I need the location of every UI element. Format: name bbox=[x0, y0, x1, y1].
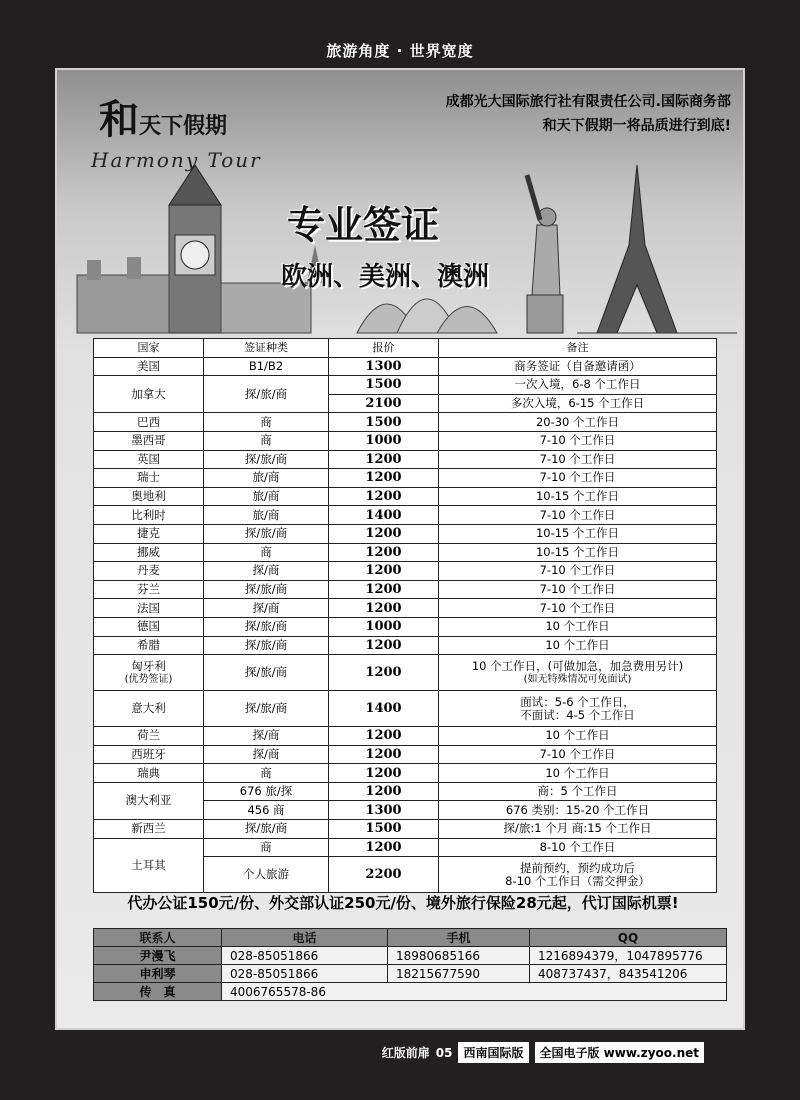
table-row bbox=[94, 543, 717, 562]
price-cell: 2100 bbox=[329, 394, 439, 413]
hero-title: 专业签证 bbox=[287, 203, 440, 247]
table-row bbox=[94, 580, 717, 599]
note-line-2: 不面试：4-5 个工作日 bbox=[520, 707, 635, 722]
country-cell: 土耳其 bbox=[94, 838, 204, 893]
price-cell: 1500 bbox=[329, 413, 439, 432]
table-row bbox=[94, 636, 717, 655]
table-row bbox=[94, 524, 717, 543]
note-line-1: 10 个工作日，(可做加急，加急费用另计) bbox=[471, 658, 684, 673]
note-cell: 10-15 个工作日 bbox=[439, 543, 717, 562]
type-cell: 个人旅游 bbox=[204, 857, 329, 893]
table-row-hungary bbox=[94, 655, 717, 691]
logo-rest: 天下假期 bbox=[139, 113, 228, 139]
type-cell: 探/旅/商 bbox=[204, 524, 329, 543]
table-row-italy bbox=[94, 691, 717, 727]
price-cell: 1500 bbox=[329, 376, 439, 395]
country-subnote: (优势签证) bbox=[124, 673, 173, 685]
country-cell bbox=[94, 655, 204, 691]
contact-mobile: 18980685166 bbox=[388, 947, 530, 965]
type-cell: 探/旅/商 bbox=[204, 450, 329, 469]
table-header-row bbox=[94, 339, 717, 358]
price-cell: 1200 bbox=[329, 562, 439, 581]
logo-main-char: 和 bbox=[99, 96, 139, 143]
type-cell: 探/商 bbox=[204, 745, 329, 764]
note-cell bbox=[439, 655, 717, 691]
note-line-1: 面试：5-6 个工作日， bbox=[520, 694, 635, 709]
country-cell: 新西兰 bbox=[94, 820, 204, 839]
website-badge: 全国电子版 www.zyoo.net bbox=[535, 1042, 705, 1063]
note-cell bbox=[439, 857, 717, 893]
type-cell: 探/旅/商 bbox=[204, 580, 329, 599]
note-cell: 7-10 个工作日 bbox=[439, 599, 717, 618]
note-line-2: (如无特殊情况可免面试) bbox=[523, 673, 632, 685]
note-cell: 7-10 个工作日 bbox=[439, 450, 717, 469]
contact-mobile: 18215677590 bbox=[388, 965, 530, 983]
price-cell: 1300 bbox=[329, 357, 439, 376]
table-row bbox=[94, 376, 717, 395]
type-cell: 探/商 bbox=[204, 727, 329, 746]
contact-header-mobile: 手机 bbox=[388, 929, 530, 947]
contact-fax-row bbox=[94, 983, 727, 1001]
type-cell: 商 bbox=[204, 413, 329, 432]
table-row bbox=[94, 431, 717, 450]
note-cell: 探/旅:1 个月 商:15 个工作日 bbox=[439, 820, 717, 839]
price-cell: 1200 bbox=[329, 782, 439, 801]
type-cell: 旅/商 bbox=[204, 506, 329, 525]
note-cell bbox=[439, 691, 717, 727]
table-row bbox=[94, 764, 717, 783]
country-cell: 瑞士 bbox=[94, 469, 204, 488]
type-cell: 探/旅/商 bbox=[204, 636, 329, 655]
price-cell: 1200 bbox=[329, 655, 439, 691]
contact-name: 尹漫飞 bbox=[94, 947, 222, 965]
fax-number: 4006765578-86 bbox=[222, 983, 727, 1001]
country-cell: 英国 bbox=[94, 450, 204, 469]
table-row bbox=[94, 469, 717, 488]
price-cell: 1000 bbox=[329, 617, 439, 636]
fax-label: 传 真 bbox=[94, 983, 222, 1001]
price-cell: 1200 bbox=[329, 599, 439, 618]
col-header-country: 国家 bbox=[94, 339, 204, 358]
country-cell: 意大利 bbox=[94, 691, 204, 727]
type-cell: B1/B2 bbox=[204, 357, 329, 376]
country-cell: 德国 bbox=[94, 617, 204, 636]
country-cell: 荷兰 bbox=[94, 727, 204, 746]
hero-subtitle: 欧洲、美洲、澳洲 bbox=[281, 262, 490, 292]
table-row bbox=[94, 487, 717, 506]
type-cell: 商 bbox=[204, 838, 329, 857]
price-cell: 1200 bbox=[329, 636, 439, 655]
country-name: 匈牙利 bbox=[131, 658, 166, 673]
price-cell: 1200 bbox=[329, 487, 439, 506]
note-cell: 7-10 个工作日 bbox=[439, 506, 717, 525]
table-row bbox=[94, 727, 717, 746]
note-cell: 一次入境，6-8 个工作日 bbox=[439, 376, 717, 395]
note-line-1: 提前预约，预约成功后 bbox=[520, 860, 635, 875]
table-row-new-zealand bbox=[94, 820, 717, 839]
note-cell: 20-30 个工作日 bbox=[439, 413, 717, 432]
contact-qq: 408737437，843541206 bbox=[530, 965, 727, 983]
price-cell: 1200 bbox=[329, 745, 439, 764]
country-cell: 芬兰 bbox=[94, 580, 204, 599]
edition-badge: 西南国际版 bbox=[458, 1042, 528, 1063]
type-cell: 探/旅/商 bbox=[204, 691, 329, 727]
note-cell: 10 个工作日 bbox=[439, 727, 717, 746]
note-cell: 10-15 个工作日 bbox=[439, 524, 717, 543]
country-cell: 加拿大 bbox=[94, 376, 204, 413]
price-cell: 1400 bbox=[329, 506, 439, 525]
type-cell: 456 商 bbox=[204, 801, 329, 820]
country-cell: 瑞典 bbox=[94, 764, 204, 783]
advertisement-page bbox=[55, 68, 745, 1030]
type-cell: 探/旅/商 bbox=[204, 376, 329, 413]
col-header-price: 报价 bbox=[329, 339, 439, 358]
country-cell: 澳大利亚 bbox=[94, 782, 204, 819]
note-cell: 7-10 个工作日 bbox=[439, 562, 717, 581]
price-cell: 1200 bbox=[329, 764, 439, 783]
col-header-note: 备注 bbox=[439, 339, 717, 358]
table-row bbox=[94, 413, 717, 432]
table-row bbox=[94, 450, 717, 469]
table-row bbox=[94, 357, 717, 376]
note-cell: 7-10 个工作日 bbox=[439, 469, 717, 488]
type-cell: 旅/商 bbox=[204, 469, 329, 488]
table-row bbox=[94, 617, 717, 636]
price-cell: 1200 bbox=[329, 580, 439, 599]
contact-name: 申利琴 bbox=[94, 965, 222, 983]
contact-row bbox=[94, 947, 727, 965]
contact-phone: 028-85051866 bbox=[222, 947, 388, 965]
type-cell: 商 bbox=[204, 764, 329, 783]
price-cell: 1200 bbox=[329, 838, 439, 857]
type-cell: 探/商 bbox=[204, 562, 329, 581]
contact-qq: 1216894379，1047895776 bbox=[530, 947, 727, 965]
table-row-australia bbox=[94, 782, 717, 801]
table-row bbox=[94, 599, 717, 618]
note-cell: 多次入境，6-15 个工作日 bbox=[439, 394, 717, 413]
footer-section: 红版前扉 bbox=[381, 1046, 430, 1060]
price-cell: 1500 bbox=[329, 820, 439, 839]
type-cell: 探/旅/商 bbox=[204, 617, 329, 636]
country-cell: 比利时 bbox=[94, 506, 204, 525]
country-cell: 西班牙 bbox=[94, 745, 204, 764]
type-cell: 商 bbox=[204, 543, 329, 562]
note-cell: 10 个工作日 bbox=[439, 636, 717, 655]
table-row bbox=[94, 745, 717, 764]
country-cell: 希腊 bbox=[94, 636, 204, 655]
contact-header-qq: QQ bbox=[530, 929, 727, 947]
top-banner: 旅游角度 · 世界宽度 bbox=[326, 42, 474, 60]
page-footer bbox=[382, 1042, 704, 1063]
brand-logo bbox=[99, 88, 227, 145]
price-cell: 1000 bbox=[329, 431, 439, 450]
price-cell: 1200 bbox=[329, 450, 439, 469]
contact-row bbox=[94, 965, 727, 983]
contact-header-name: 联系人 bbox=[94, 929, 222, 947]
service-note: 代办公证150元/份、外交部认证250元/份、境外旅行保险28元起，代订国际机票! bbox=[127, 894, 679, 912]
note-line-2: 8-10 个工作日（需交押金） bbox=[505, 873, 650, 888]
company-header bbox=[446, 90, 731, 138]
price-cell: 1200 bbox=[329, 524, 439, 543]
contact-header-phone: 电话 bbox=[222, 929, 388, 947]
page-number: 05 bbox=[435, 1045, 453, 1060]
col-header-type: 签证种类 bbox=[204, 339, 329, 358]
table-row bbox=[94, 506, 717, 525]
type-cell: 676 旅/探 bbox=[204, 782, 329, 801]
note-cell: 7-10 个工作日 bbox=[439, 431, 717, 450]
note-cell: 10 个工作日 bbox=[439, 617, 717, 636]
contact-phone: 028-85051866 bbox=[222, 965, 388, 983]
note-cell: 676 类别：15-20 个工作日 bbox=[439, 801, 717, 820]
price-cell: 1200 bbox=[329, 469, 439, 488]
note-cell: 商：5 个工作日 bbox=[439, 782, 717, 801]
price-cell: 1200 bbox=[329, 543, 439, 562]
country-cell: 墨西哥 bbox=[94, 431, 204, 450]
type-cell: 商 bbox=[204, 431, 329, 450]
note-cell: 商务签证（自备邀请函） bbox=[439, 357, 717, 376]
landmarks-illustration bbox=[57, 165, 745, 335]
table-row bbox=[94, 562, 717, 581]
table-row-turkey bbox=[94, 838, 717, 857]
company-name: 成都光大国际旅行社有限责任公司.国际商务部 bbox=[445, 94, 731, 110]
country-cell: 奥地利 bbox=[94, 487, 204, 506]
note-cell: 7-10 个工作日 bbox=[439, 580, 717, 599]
type-cell: 探/商 bbox=[204, 599, 329, 618]
type-cell: 探/旅/商 bbox=[204, 655, 329, 691]
country-cell: 巴西 bbox=[94, 413, 204, 432]
country-cell: 法国 bbox=[94, 599, 204, 618]
country-cell: 丹麦 bbox=[94, 562, 204, 581]
note-cell: 7-10 个工作日 bbox=[439, 745, 717, 764]
note-cell: 8-10 个工作日 bbox=[439, 838, 717, 857]
brand-logo-en: Harmony Tour bbox=[91, 148, 262, 172]
type-cell: 旅/商 bbox=[204, 487, 329, 506]
price-cell: 1400 bbox=[329, 691, 439, 727]
price-cell: 2200 bbox=[329, 857, 439, 893]
note-cell: 10 个工作日 bbox=[439, 764, 717, 783]
type-cell: 探/旅/商 bbox=[204, 820, 329, 839]
contact-header-row bbox=[94, 929, 727, 947]
country-cell: 挪威 bbox=[94, 543, 204, 562]
price-cell: 1200 bbox=[329, 727, 439, 746]
note-cell: 10-15 个工作日 bbox=[439, 487, 717, 506]
price-cell: 1300 bbox=[329, 801, 439, 820]
country-cell: 捷克 bbox=[94, 524, 204, 543]
contact-table bbox=[93, 928, 727, 1001]
company-slogan: 和天下假期一将品质进行到底! bbox=[542, 118, 731, 134]
country-cell: 美国 bbox=[94, 357, 204, 376]
visa-price-table bbox=[93, 338, 717, 893]
